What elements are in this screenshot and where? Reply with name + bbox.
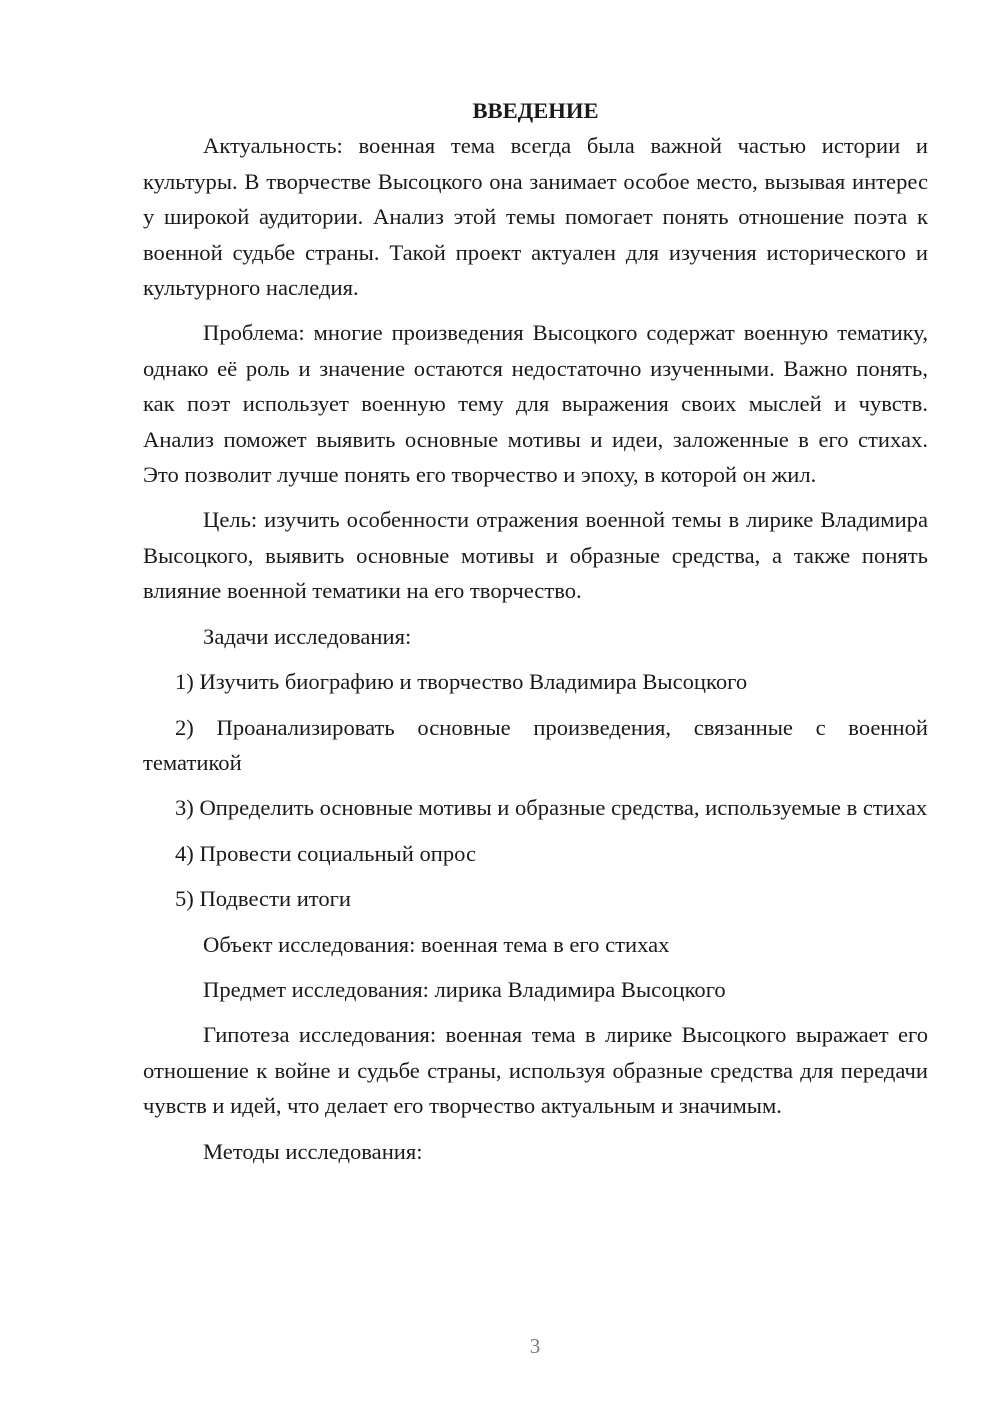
section-heading: ВВЕДЕНИЕ (472, 98, 599, 123)
relevance-paragraph: Актуальность: военная тема всегда была важной частью истории и культуры. В творчестве Высоцкого она занимает особое место, вызывая интерес у широкой аудитории. Анализ этой темы помогает понять отношение поэта к военной судьбе страны. Такой проект актуален для изучения исторического и культурного наследия. (143, 133, 928, 301)
task-item-4: 4) Провести социальный опрос (175, 840, 477, 866)
goal-paragraph: Цель: изучить особенности отражения военной темы в лирике Владимира Высоцкого, выявить основные мотивы и образные средства, а также понять влияние военной тематики на его творчество. (143, 507, 928, 604)
task-item-5: 5) Подвести итоги (175, 886, 352, 912)
problem-paragraph: Проблема: многие произведения Высоцкого содержат военную тематику, однако её роль и значение остаются недостаточно изученными. Важно понять, как поэт использует военную тему для выражения своих мыслей и чувств. Анализ поможет выявить основные мотивы и идеи, заложенные в его стихах. Это позволит лучше понять его творчество и эпоху, в которой он жил. (143, 320, 928, 488)
page-number: 3 (529, 1334, 541, 1358)
methods-label: Методы исследования: (203, 1138, 423, 1164)
task-item-3: 3) Определить основные мотивы и образные средства, используемые в стихах (175, 795, 928, 821)
subject-paragraph: Предмет исследования: лирика Владимира Высоцкого (203, 976, 726, 1002)
hypothesis-paragraph: Гипотеза исследования: военная тема в лирике Высоцкого выражает его отношение к войне и судьбе страны, используя образные средства для передачи чувств и идей, что делает его творчество актуальным и значимым. (143, 1022, 928, 1119)
task-item-2: 2) Проанализировать основные произведения, связанные с военной тематикой (143, 714, 928, 775)
page-content (143, 93, 928, 1179)
tasks-label: Задачи исследования: (203, 623, 412, 649)
task-item-1: 1) Изучить биографию и творчество Владимира Высоцкого (175, 669, 748, 695)
object-paragraph: Объект исследования: военная тема в его стихах (203, 931, 670, 957)
